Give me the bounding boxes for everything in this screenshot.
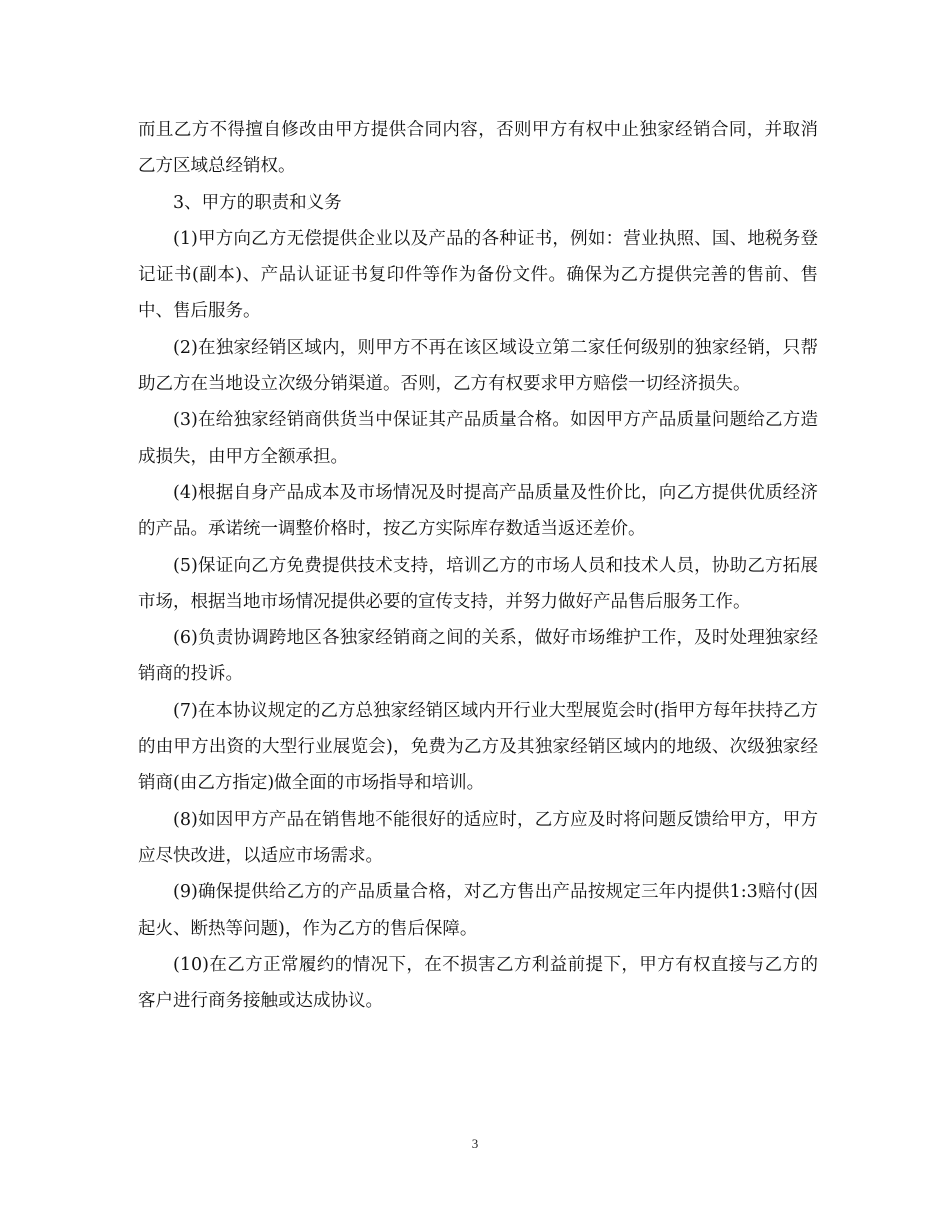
page-number: 3 [471,1136,479,1151]
clause-8: (8)如因甲方产品在销售地不能很好的适应时，乙方应及时将问题反馈给甲方，甲方应尽快改进，以适应市场需求。 [138,809,818,866]
clause-6: (6)负责协调跨地区各独家经销商之间的关系，做好市场维护工作，及时处理独家经销商的投诉。 [138,628,818,685]
clause-5: (5)保证向乙方免费提供技术支持，培训乙方的市场人员和技术人员，协助乙方拓展市场，根据当地市场情况提供必要的宣传支持，并努力做好产品售后服务工作。 [138,555,818,612]
clause-1: (1)甲方向乙方无偿提供企业以及产品的各种证书，例如：营业执照、国、地税务登记证书(副本)、产品认证证书复印件等作为备份文件。确保为乙方提供完善的售前、售中、售后服务。 [138,228,818,322]
clause-3: (3)在给独家经销商供货当中保证其产品质量合格。如因甲方产品质量问题给乙方造成损失，由甲方全额承担。 [138,410,818,467]
document-body [138,112,818,1019]
clause-10: (10)在乙方正常履约的情况下，在不损害乙方利益前提下，甲方有权直接与乙方的客户进行商务接触或达成协议。 [138,954,818,1012]
clause-4: (4)根据自身产品成本及市场情况及时提高产品质量及性价比，向乙方提供优质经济的产品。承诺统一调整价格时，按乙方实际库存数适当返还差价。 [138,482,818,540]
clause-7: (7)在本协议规定的乙方总独家经销区域内开行业大型展览会时(指甲方每年扶持乙方的由甲方出资的大型行业展览会)，免费为乙方及其独家经销区域内的地级、次级独家经销商(由乙方指定)做全面的市场指导和培训。 [138,700,818,794]
paragraph-continuation: 而且乙方不得擅自修改由甲方提供合同内容，否则甲方有权中止独家经销合同，并取消乙方区域总经销权。 [138,120,818,177]
clause-2: (2)在独家经销区域内，则甲方不再在该区域设立第二家任何级别的独家经销，只帮助乙方在当地设立次级分销渠道。否则，乙方有权要求甲方赔偿一切经济损失。 [138,337,818,395]
clause-9: (9)确保提供给乙方的产品质量合格，对乙方售出产品按规定三年内提供1:3赔付(因起火、断热等问题)，作为乙方的售后保障。 [138,882,818,939]
section-heading: 3、甲方的职责和义务 [173,192,342,213]
